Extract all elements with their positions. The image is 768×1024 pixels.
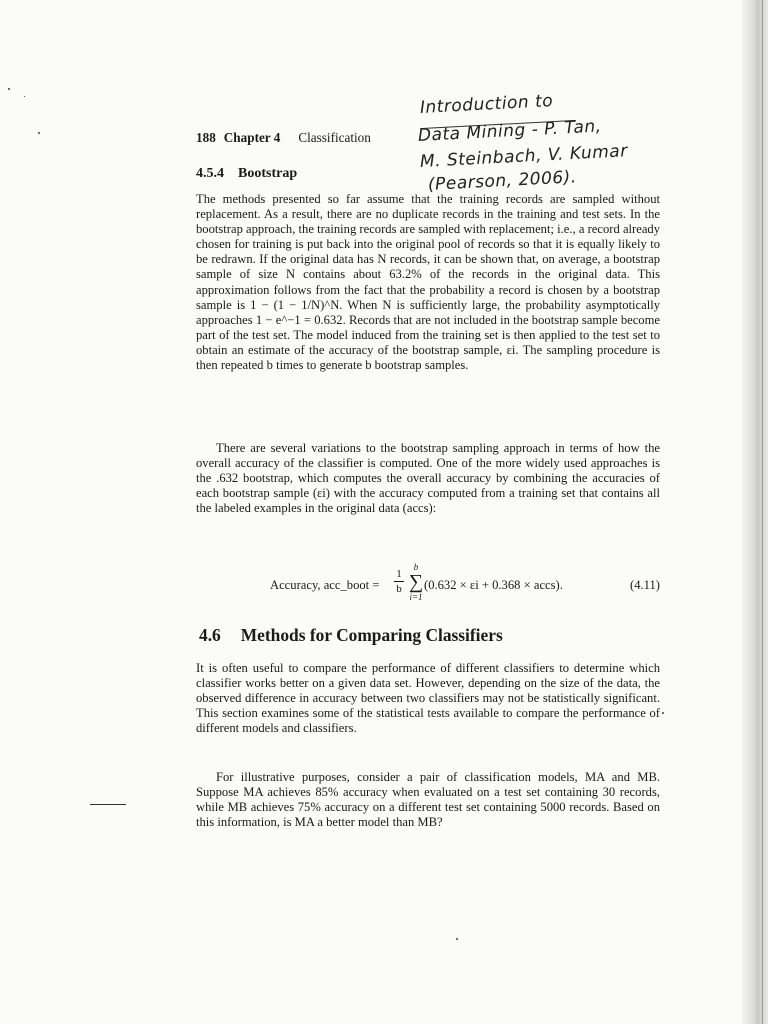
scan-speck	[24, 96, 25, 97]
comparing-paragraph-2: For illustrative purposes, consider a pair of classification models, MA and MB. Suppose MA achieves 85% accuracy when evaluated on a test set containing 30 records, while MB achieves 75% accuracy on a different test set containing 5000 records. Based on this information, is MA a better model than MB?	[196, 770, 660, 830]
section-number: 4.6	[199, 625, 221, 645]
equation-4-11	[270, 562, 660, 610]
scan-speck	[8, 88, 10, 90]
page-edge-shadow	[742, 0, 768, 1024]
page-edge-line	[762, 0, 763, 1024]
page-number: 188	[196, 130, 216, 145]
equation-rhs: (0.632 × εi + 0.368 × accs).	[424, 578, 563, 592]
handwritten-line-3: M. Steinbach, V. Kumar	[419, 141, 629, 172]
section-heading	[199, 625, 503, 646]
equation-lhs: Accuracy, acc_boot =	[270, 578, 380, 592]
bootstrap-paragraph-1: The methods presented so far assume that the training records are sampled without replacement. As a result, there are no duplicate records in the training and test sets. In the bootstrap approach, the training records are sampled with replacement; i.e., a record already chosen for training is put back into the original pool of records so that it is equally likely to be redrawn. If the original data has N records, it can be shown that, on average, a bootstrap sample of size N contains about 63.2% of the records in the original data. This approximation follows from the fact that the probability a record is chosen by a bootstrap sample is 1 − (1 − 1/N)^N. When N is sufficiently large, the probability asymptotically approaches 1 − e^−1 = 0.632. Records that are not included in the bootstrap sample become part of the test set. The model induced from the training set is then applied to the test set to obtain an estimate of the accuracy of the bootstrap sample, εi. The sampling procedure is then repeated b times to generate b bootstrap samples.	[196, 192, 660, 373]
sigma-icon: ∑	[408, 571, 424, 593]
margin-pen-mark	[90, 804, 126, 805]
sum-upper-limit: b	[413, 562, 419, 572]
section-title: Methods for Comparing Classifiers	[240, 625, 503, 645]
subsection-title: Bootstrap	[238, 166, 298, 181]
comparing-paragraph-1: It is often useful to compare the performance of different classifiers to determine which classifier works better on a given data set. However, depending on the size of the data, the observed difference in accuracy between two classifiers may not be statistically significant. This section examines some of the statistical tests available to compare the performance of different models and classifiers.	[196, 661, 660, 736]
subsection-heading	[196, 166, 297, 182]
handwritten-line-4: (Pearson, 2006).	[427, 167, 578, 195]
running-header	[196, 130, 371, 146]
equation-number: (4.11)	[630, 578, 660, 592]
handwritten-line-2: Data Mining - P. Tan,	[417, 116, 603, 146]
scan-speck	[662, 712, 664, 714]
scan-speck	[456, 938, 458, 940]
handwritten-line-1: Introduction to	[419, 91, 554, 118]
chapter-label: Chapter 4	[223, 130, 281, 145]
sum-lower-limit: i=1	[409, 592, 423, 602]
scan-speck	[38, 132, 40, 134]
fraction-denominator: b	[396, 583, 402, 595]
chapter-title: Classification	[298, 130, 371, 145]
fraction-numerator: 1	[396, 568, 402, 580]
fraction-bar	[394, 581, 404, 582]
subsection-number: 4.5.4	[196, 166, 224, 181]
bootstrap-paragraph-2: There are several variations to the bootstrap sampling approach in terms of how the overall accuracy of the classifier is computed. One of the more widely used approaches is the .632 bootstrap, which computes the overall accuracy by combining the accuracies of each bootstrap sample (εi) with the accuracy computed from a training set that contains all the labeled examples in the original data (accs):	[196, 441, 660, 516]
equation-fraction	[394, 568, 404, 595]
summation-symbol	[408, 562, 424, 602]
